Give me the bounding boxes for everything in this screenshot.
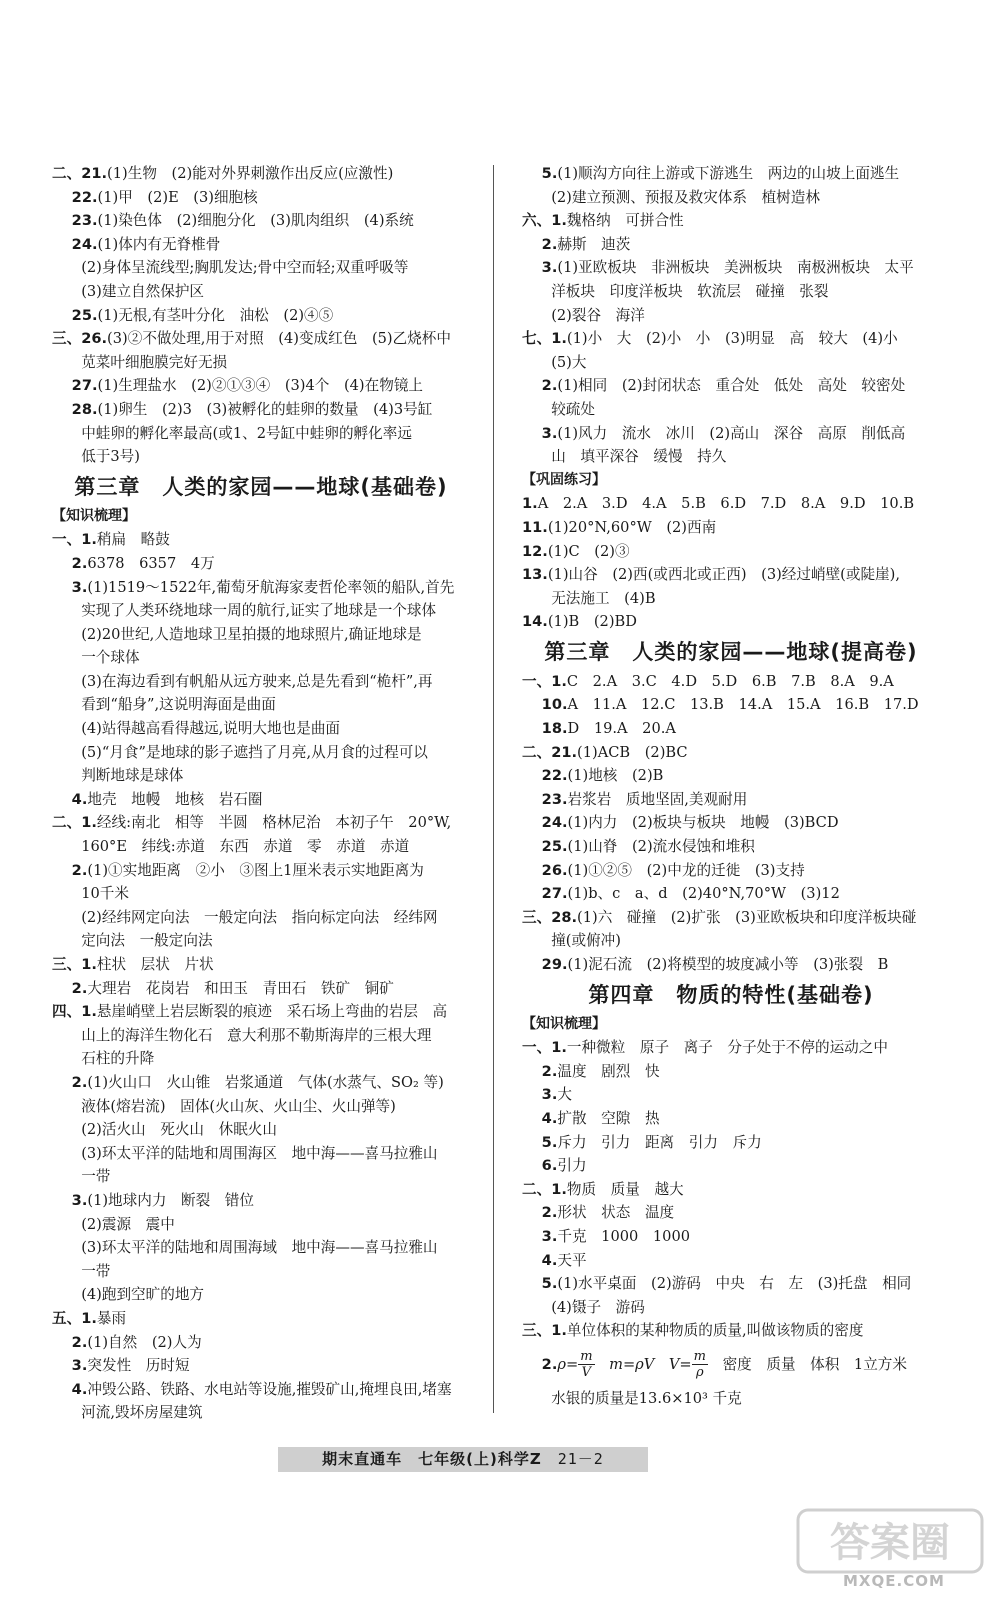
answer-text: 6378 6357 4万 (87, 554, 215, 572)
answer-text: 天平 (557, 1251, 587, 1269)
section-label: 【巩固练习】 (522, 471, 606, 488)
answer-text: 地壳 地幔 地核 岩石圈 (87, 790, 263, 808)
answer-text: (2)20世纪,人造地球卫星拍摄的地球照片,确证地球是 (52, 625, 422, 643)
answer-line (52, 1071, 470, 1095)
answer-text: 千克 1000 1000 (557, 1227, 691, 1245)
answer-text: 无法施工 (4)B (522, 589, 656, 607)
formula-mid: m=ρV V= (594, 1355, 692, 1373)
answer-line (52, 1213, 470, 1237)
answer-text: (1)六 碰撞 (2)扩张 (3)亚欧板块和印度洋板块碰 (577, 908, 917, 926)
answer-text: (4)镊子 游码 (522, 1298, 645, 1316)
item-number: 4. (522, 1109, 558, 1127)
answer-text: (2)裂谷 海洋 (522, 306, 645, 324)
answer-text: 一带 (52, 1262, 111, 1280)
answer-text: (1)生物 (2)能对外界刺激作出反应(应激性) (107, 165, 394, 182)
answer-text: (1)地核 (2)B (567, 767, 664, 785)
answer-text: (5)“月食”是地球的影子遮挡了月亮,从月食的过程可以 (52, 743, 428, 761)
item-number: 22. (52, 188, 98, 206)
answer-line (522, 280, 940, 304)
answer-line (52, 811, 470, 835)
answer-line (52, 1047, 470, 1071)
answer-line (522, 1319, 940, 1343)
answer-line (522, 610, 940, 634)
answer-line (52, 1260, 470, 1284)
answer-line (522, 351, 940, 375)
answer-text: 160°E 纬线:赤道 东西 赤道 零 赤道 赤道 (52, 838, 410, 856)
answer-text: (1)b、c a、d (2)40°N,70°W (3)12 (567, 885, 840, 903)
item-number: 3. (52, 578, 88, 596)
answer-text: 一个球体 (52, 649, 140, 667)
answer-text: 魏格纳 可拼合性 (566, 212, 684, 230)
item-number: 1. (522, 495, 538, 513)
chapter-heading: 第三章 人类的家园——地球(提高卷) (544, 639, 918, 664)
answer-line (522, 162, 940, 186)
item-number: 23. (52, 212, 98, 230)
answer-line (52, 1283, 470, 1307)
answer-text: (2)经纬网定向法 一般定向法 指向标定向法 经纬网 (52, 908, 438, 926)
item-number: 25. (52, 306, 98, 324)
item-number: 26. (522, 861, 568, 879)
answer-text: (4)站得越高看得越远,说明大地也是曲面 (52, 720, 341, 738)
answer-text: 引力 (557, 1157, 587, 1175)
item-number: 3. (522, 424, 558, 442)
answer-text: (1)火山口 火山锥 岩浆通道 气体(水蒸气、SO₂ 等) (87, 1073, 444, 1091)
item-number: 29. (522, 956, 568, 973)
item-number: 2. (522, 1204, 558, 1222)
answer-line (52, 1236, 470, 1260)
answer-text: 实现了人类环绕地球一周的航行,证实了地球是一个球体 (52, 602, 437, 620)
item-number: 一、1. (522, 672, 567, 690)
section-label: 【知识梳理】 (522, 1015, 606, 1032)
answer-text: (2)身体呈流线型;胸肌发达;骨中空而轻;双重呼吸等 (52, 259, 409, 277)
item-number: 4. (52, 1380, 88, 1398)
answer-line (522, 670, 940, 694)
answer-text: 判断地球是球体 (52, 767, 184, 785)
answer-line (52, 374, 470, 398)
chapter-heading: 第四章 物质的特性(基础卷) (588, 982, 874, 1007)
item-number: 4. (522, 1251, 558, 1269)
formula-rho: ρ= (557, 1355, 579, 1373)
item-number: 2. (52, 979, 88, 997)
answer-line (52, 280, 470, 304)
answer-line (522, 516, 940, 540)
answer-text: 单位体积的某种物质的质量,叫做该物质的密度 (566, 1322, 864, 1340)
chapter-heading: 第三章 人类的家园——地球(基础卷) (74, 474, 448, 499)
item-number: 三、1. (52, 956, 97, 973)
answer-line (52, 1000, 470, 1024)
item-number: 27. (522, 885, 568, 903)
watermark-glyphs: 答案圈 (830, 1520, 950, 1566)
answer-text: A 11.A 12.C 13.B 14.A 15.A 16.B 17.D (567, 696, 919, 714)
answer-line (522, 186, 940, 210)
answer-text: (2)震源 震中 (52, 1215, 175, 1233)
answer-line (522, 587, 940, 611)
answer-text: 物质 质量 越大 (566, 1180, 684, 1198)
answer-line (522, 1131, 940, 1155)
answer-line (522, 741, 940, 765)
answer-line (52, 741, 470, 765)
answer-text: (1)顺沟方向往上游或下游逃生 两边的山坡上面逃生 (557, 165, 900, 182)
answer-text: (1)ACB (2)BC (577, 743, 688, 761)
item-number: 5. (522, 1133, 558, 1151)
item-number: 二、21. (522, 743, 578, 761)
item-number: 18. (522, 720, 568, 738)
answer-text: 撞(或俯冲) (522, 932, 621, 950)
item-number: 一、1. (522, 1039, 567, 1057)
item-number: 三、26. (52, 330, 108, 348)
item-number: 2. (522, 1062, 558, 1080)
answer-text: 低于3号) (52, 448, 140, 466)
answer-text: (1)自然 (2)人为 (87, 1333, 202, 1351)
item-number: 11. (522, 518, 548, 536)
answer-line (52, 186, 470, 210)
page-number: 21－2 (557, 1450, 604, 1468)
answer-line (52, 1307, 470, 1331)
answer-line (52, 1378, 470, 1402)
item-number: 24. (52, 235, 98, 253)
answer-line (52, 764, 470, 788)
item-number: 二、21. (52, 165, 108, 182)
item-number: 22. (522, 767, 568, 785)
answer-text: (3)②不做处理,用于对照 (4)变成红色 (5)乙烧杯中 (107, 330, 451, 348)
answer-line (522, 811, 940, 835)
item-number: 23. (522, 790, 568, 808)
answer-text: 柱状 层状 片状 (96, 956, 214, 973)
answer-text: 定向法 一般定向法 (52, 932, 213, 950)
item-number: 14. (522, 613, 548, 631)
answer-text: 液体(熔岩流) 固体(火山灰、火山尘、火山弹等) (52, 1097, 396, 1115)
answer-text: (1)C (2)③ (547, 542, 630, 560)
item-number: 4. (52, 790, 88, 808)
answer-line (522, 398, 940, 422)
right-column (522, 162, 940, 1411)
answer-text: (1)甲 (2)E (3)细胞核 (97, 188, 258, 206)
answer-text: (1)相同 (2)封闭状态 重合处 低处 高处 较密处 (557, 377, 906, 395)
answer-text: 洋板块 印度洋板块 软流层 碰撞 张裂 (522, 282, 829, 300)
answer-line (522, 209, 940, 233)
answer-text: (1)20°N,60°W (2)西南 (547, 518, 717, 536)
answer-text: (1)①②⑤ (2)中龙的迁徙 (3)支持 (567, 861, 805, 879)
answer-text: 暴雨 (96, 1309, 127, 1327)
item-number: 2. (52, 861, 88, 879)
left-column (52, 162, 470, 1425)
answer-line (52, 233, 470, 257)
answer-text: (1)小 大 (2)小 小 (3)明显 高 较大 (4)小 (566, 330, 898, 348)
density-formula-line (522, 1343, 940, 1387)
answer-line (522, 859, 940, 883)
answer-line (52, 953, 470, 977)
answer-line (522, 1178, 940, 1202)
answer-line (522, 1060, 940, 1084)
answer-text: (3)环太平洋的陆地和周围海域 地中海——喜马拉雅山 (52, 1239, 438, 1257)
answer-text: 稍扁 略鼓 (96, 531, 170, 549)
answer-line (52, 1142, 470, 1166)
answer-line (52, 977, 470, 1001)
answer-line (52, 1189, 470, 1213)
answer-line (522, 906, 940, 930)
answer-text: 一带 (52, 1168, 111, 1186)
item-number: 5. (522, 165, 558, 182)
item-number: 27. (52, 377, 98, 395)
answer-line (522, 835, 940, 859)
answer-line (522, 1225, 940, 1249)
answer-text: 经线:南北 相等 半圆 格林尼治 本初子午 20°W, (96, 814, 452, 832)
answer-line (52, 422, 470, 446)
answer-line (52, 623, 470, 647)
item-number: 五、1. (52, 1309, 97, 1327)
answer-line (522, 693, 940, 717)
answer-text: 大 (557, 1086, 572, 1104)
fraction-m-over-v: $\frac{m}{V}$ (580, 1349, 593, 1381)
answer-text: (3)建立自然保护区 (52, 282, 205, 300)
answer-text: (1)山脊 (2)流水侵蚀和堆积 (567, 838, 755, 856)
item-number: 10. (522, 696, 568, 714)
answer-text: 岩浆岩 质地坚固,美观耐用 (567, 790, 748, 808)
answer-line (52, 1354, 470, 1378)
answer-line (52, 1118, 470, 1142)
answer-text: (1)风力 流水 冰川 (2)高山 深谷 高原 削低高 (557, 424, 906, 442)
answer-text: (1)卵生 (2)3 (3)被孵化的蛙卵的数量 (4)3号缸 (97, 400, 433, 418)
formula-rest: 密度 质量 体积 1立方米 (707, 1355, 907, 1373)
fraction-m-over-rho: $\frac{m}{\rho}$ (693, 1349, 706, 1381)
answer-line (522, 1249, 940, 1273)
answer-line (52, 859, 470, 883)
answer-text: 石柱的升降 (52, 1050, 155, 1068)
item-number: 二、1. (522, 1180, 567, 1198)
item-number: 12. (522, 542, 548, 560)
item-number: 四、1. (52, 1003, 97, 1021)
answer-line (52, 552, 470, 576)
item-number: 2. (522, 1355, 558, 1373)
answer-line (52, 906, 470, 930)
item-number: 七、1. (522, 330, 567, 348)
answer-line (522, 1272, 940, 1296)
page-footer (278, 1447, 648, 1472)
answer-line (52, 929, 470, 953)
answer-line (522, 563, 940, 587)
answer-text: (1)无根,有茎叶分化 油松 (2)④⑤ (97, 306, 334, 324)
item-number: 3. (52, 1191, 88, 1209)
answer-text: 悬崖峭壁上岩层断裂的痕迹 采石场上弯曲的岩层 高 (96, 1003, 448, 1021)
answer-line (52, 717, 470, 741)
footer-title: 期末直通车 七年级(上)科学Z (322, 1450, 542, 1468)
answer-line (52, 209, 470, 233)
answer-line (522, 788, 940, 812)
answer-line (52, 327, 470, 351)
answer-line (52, 882, 470, 906)
answer-text: (1)体内有无脊椎骨 (97, 235, 221, 253)
answer-line (52, 304, 470, 328)
answer-text: 较疏处 (522, 400, 595, 418)
answer-text: 苋菜叶细胞膜完好无损 (52, 353, 228, 371)
answer-line (52, 599, 470, 623)
item-number: 3. (522, 259, 558, 277)
answer-text: 中蛙卵的孵化率最高(或1、2号缸中蛙卵的孵化率远 (52, 424, 412, 442)
answer-text: 河流,毁坏房屋建筑 (52, 1404, 203, 1422)
answer-line (522, 233, 940, 257)
answer-line (52, 835, 470, 859)
answer-text: 扩散 空隙 热 (557, 1109, 660, 1127)
answer-text: D 19.A 20.A (567, 720, 676, 738)
answer-line (522, 540, 940, 564)
answer-text: 温度 剧烈 快 (557, 1062, 660, 1080)
answer-line (522, 882, 940, 906)
item-number: 3. (522, 1086, 558, 1104)
answer-text: (1)1519～1522年,葡萄牙航海家麦哲伦率领的船队,首先 (87, 578, 455, 596)
answer-line (522, 1154, 940, 1178)
answer-text: (1)地球内力 断裂 错位 (87, 1191, 254, 1209)
answer-text: 看到“船身”,这说明海面是曲面 (52, 696, 276, 714)
item-number: 2. (522, 235, 558, 253)
answer-line (52, 1024, 470, 1048)
answer-text: (1)B (2)BD (547, 613, 637, 631)
answer-line (52, 670, 470, 694)
item-number: 24. (522, 814, 568, 832)
answer-line (522, 1387, 940, 1411)
answer-line (522, 764, 940, 788)
answer-text: (5)大 (522, 353, 587, 371)
answer-text: 赫斯 迪茨 (557, 235, 631, 253)
answer-line (52, 351, 470, 375)
answer-text: (1)内力 (2)板块与板块 地幔 (3)BCD (567, 814, 839, 832)
answer-line (52, 1095, 470, 1119)
answer-line (52, 162, 470, 186)
item-number: 6. (522, 1157, 558, 1175)
section-label: 【知识梳理】 (52, 507, 136, 524)
answer-text: (4)跑到空旷的地方 (52, 1286, 205, 1304)
answer-text: (2)活火山 死火山 休眠火山 (52, 1121, 277, 1139)
answer-text: (1)亚欧板块 非洲板块 美洲板块 南极洲板块 太平 (557, 259, 914, 277)
answer-text: (1)染色体 (2)细胞分化 (3)肌肉组织 (4)系统 (97, 212, 414, 230)
item-number: 三、1. (522, 1322, 567, 1340)
answer-line (52, 693, 470, 717)
answer-text: (1)山谷 (2)西(或西北或正西) (3)经过峭壁(或陡崖), (547, 566, 900, 584)
answer-text: 形状 状态 温度 (557, 1204, 675, 1222)
item-number: 六、1. (522, 212, 567, 230)
answer-line (522, 492, 940, 516)
answer-text: 一种微粒 原子 离子 分子处于不停的运动之中 (566, 1039, 888, 1057)
item-number: 2. (52, 554, 88, 572)
answer-text: (1)水平桌面 (2)游码 中央 右 左 (3)托盘 相同 (557, 1275, 912, 1293)
answer-text: 斥力 引力 距离 引力 斥力 (557, 1133, 762, 1151)
answer-line (52, 788, 470, 812)
item-number: 13. (522, 566, 548, 584)
answer-text: C 2.A 3.C 4.D 5.D 6.B 7.B 8.A 9.A (566, 672, 894, 690)
answer-text: 10千米 (52, 885, 129, 903)
answer-line (522, 1201, 940, 1225)
answer-text: (2)建立预测、预报及救灾体系 植树造林 (522, 188, 820, 206)
answer-text: (3)在海边看到有帆船从远方驶来,总是先看到“桅杆”,再 (52, 672, 433, 690)
answer-line (52, 646, 470, 670)
answer-text: A 2.A 3.D 4.A 5.B 6.D 7.D 8.A 9.D 10.B (537, 495, 915, 513)
item-number: 2. (52, 1073, 88, 1091)
item-number: 28. (52, 400, 98, 418)
answer-line (52, 1401, 470, 1425)
answer-line (52, 256, 470, 280)
answer-line (522, 953, 940, 977)
answer-text: 大理岩 花岗岩 和田玉 青田石 铁矿 铜矿 (87, 979, 394, 997)
answer-text: 水银的质量是13.6×10³ 千克 (522, 1389, 742, 1407)
item-number: 5. (522, 1275, 558, 1293)
answer-line (522, 929, 940, 953)
answer-line (522, 1083, 940, 1107)
answer-text: (1)生理盐水 (2)②①③④ (3)4个 (4)在物镜上 (97, 377, 424, 395)
answer-line (52, 398, 470, 422)
item-number: 3. (52, 1357, 88, 1375)
answer-line (52, 1165, 470, 1189)
answer-line (522, 256, 940, 280)
answer-text: 山 填平深谷 缓慢 持久 (522, 448, 727, 466)
column-divider (493, 165, 494, 1413)
answer-line (52, 445, 470, 469)
answer-line (522, 445, 940, 469)
answer-text: (1)泥石流 (2)将模型的坡度减小等 (3)张裂 B (567, 956, 889, 973)
item-number: 一、1. (52, 531, 97, 549)
answer-text: 突发性 历时短 (87, 1357, 190, 1375)
item-number: 3. (522, 1227, 558, 1245)
answer-line (522, 1036, 940, 1060)
item-number: 2. (522, 377, 558, 395)
item-number: 三、28. (522, 908, 578, 926)
answer-line (522, 374, 940, 398)
answer-line (522, 717, 940, 741)
answer-line (52, 1331, 470, 1355)
answer-line (522, 422, 940, 446)
answer-line (52, 576, 470, 600)
answer-line (522, 304, 940, 328)
item-number: 25. (522, 838, 568, 856)
watermark-url: MXQE.COM (843, 1572, 945, 1590)
answer-line (522, 1107, 940, 1131)
item-number: 2. (52, 1333, 88, 1351)
answer-line (522, 1296, 940, 1320)
answer-text: (3)环太平洋的陆地和周围海区 地中海——喜马拉雅山 (52, 1144, 438, 1162)
item-number: 二、1. (52, 814, 97, 832)
answer-line (522, 327, 940, 351)
answer-text: (1)①实地距离 ②小 ③图上1厘米表示实地距离为 (87, 861, 424, 879)
answer-text: 冲毁公路、铁路、水电站等设施,摧毁矿山,掩埋良田,堵塞 (87, 1380, 452, 1398)
answer-text: 山上的海洋生物化石 意大利那不勒斯海岸的三根大理 (52, 1026, 432, 1044)
answer-line (52, 528, 470, 552)
